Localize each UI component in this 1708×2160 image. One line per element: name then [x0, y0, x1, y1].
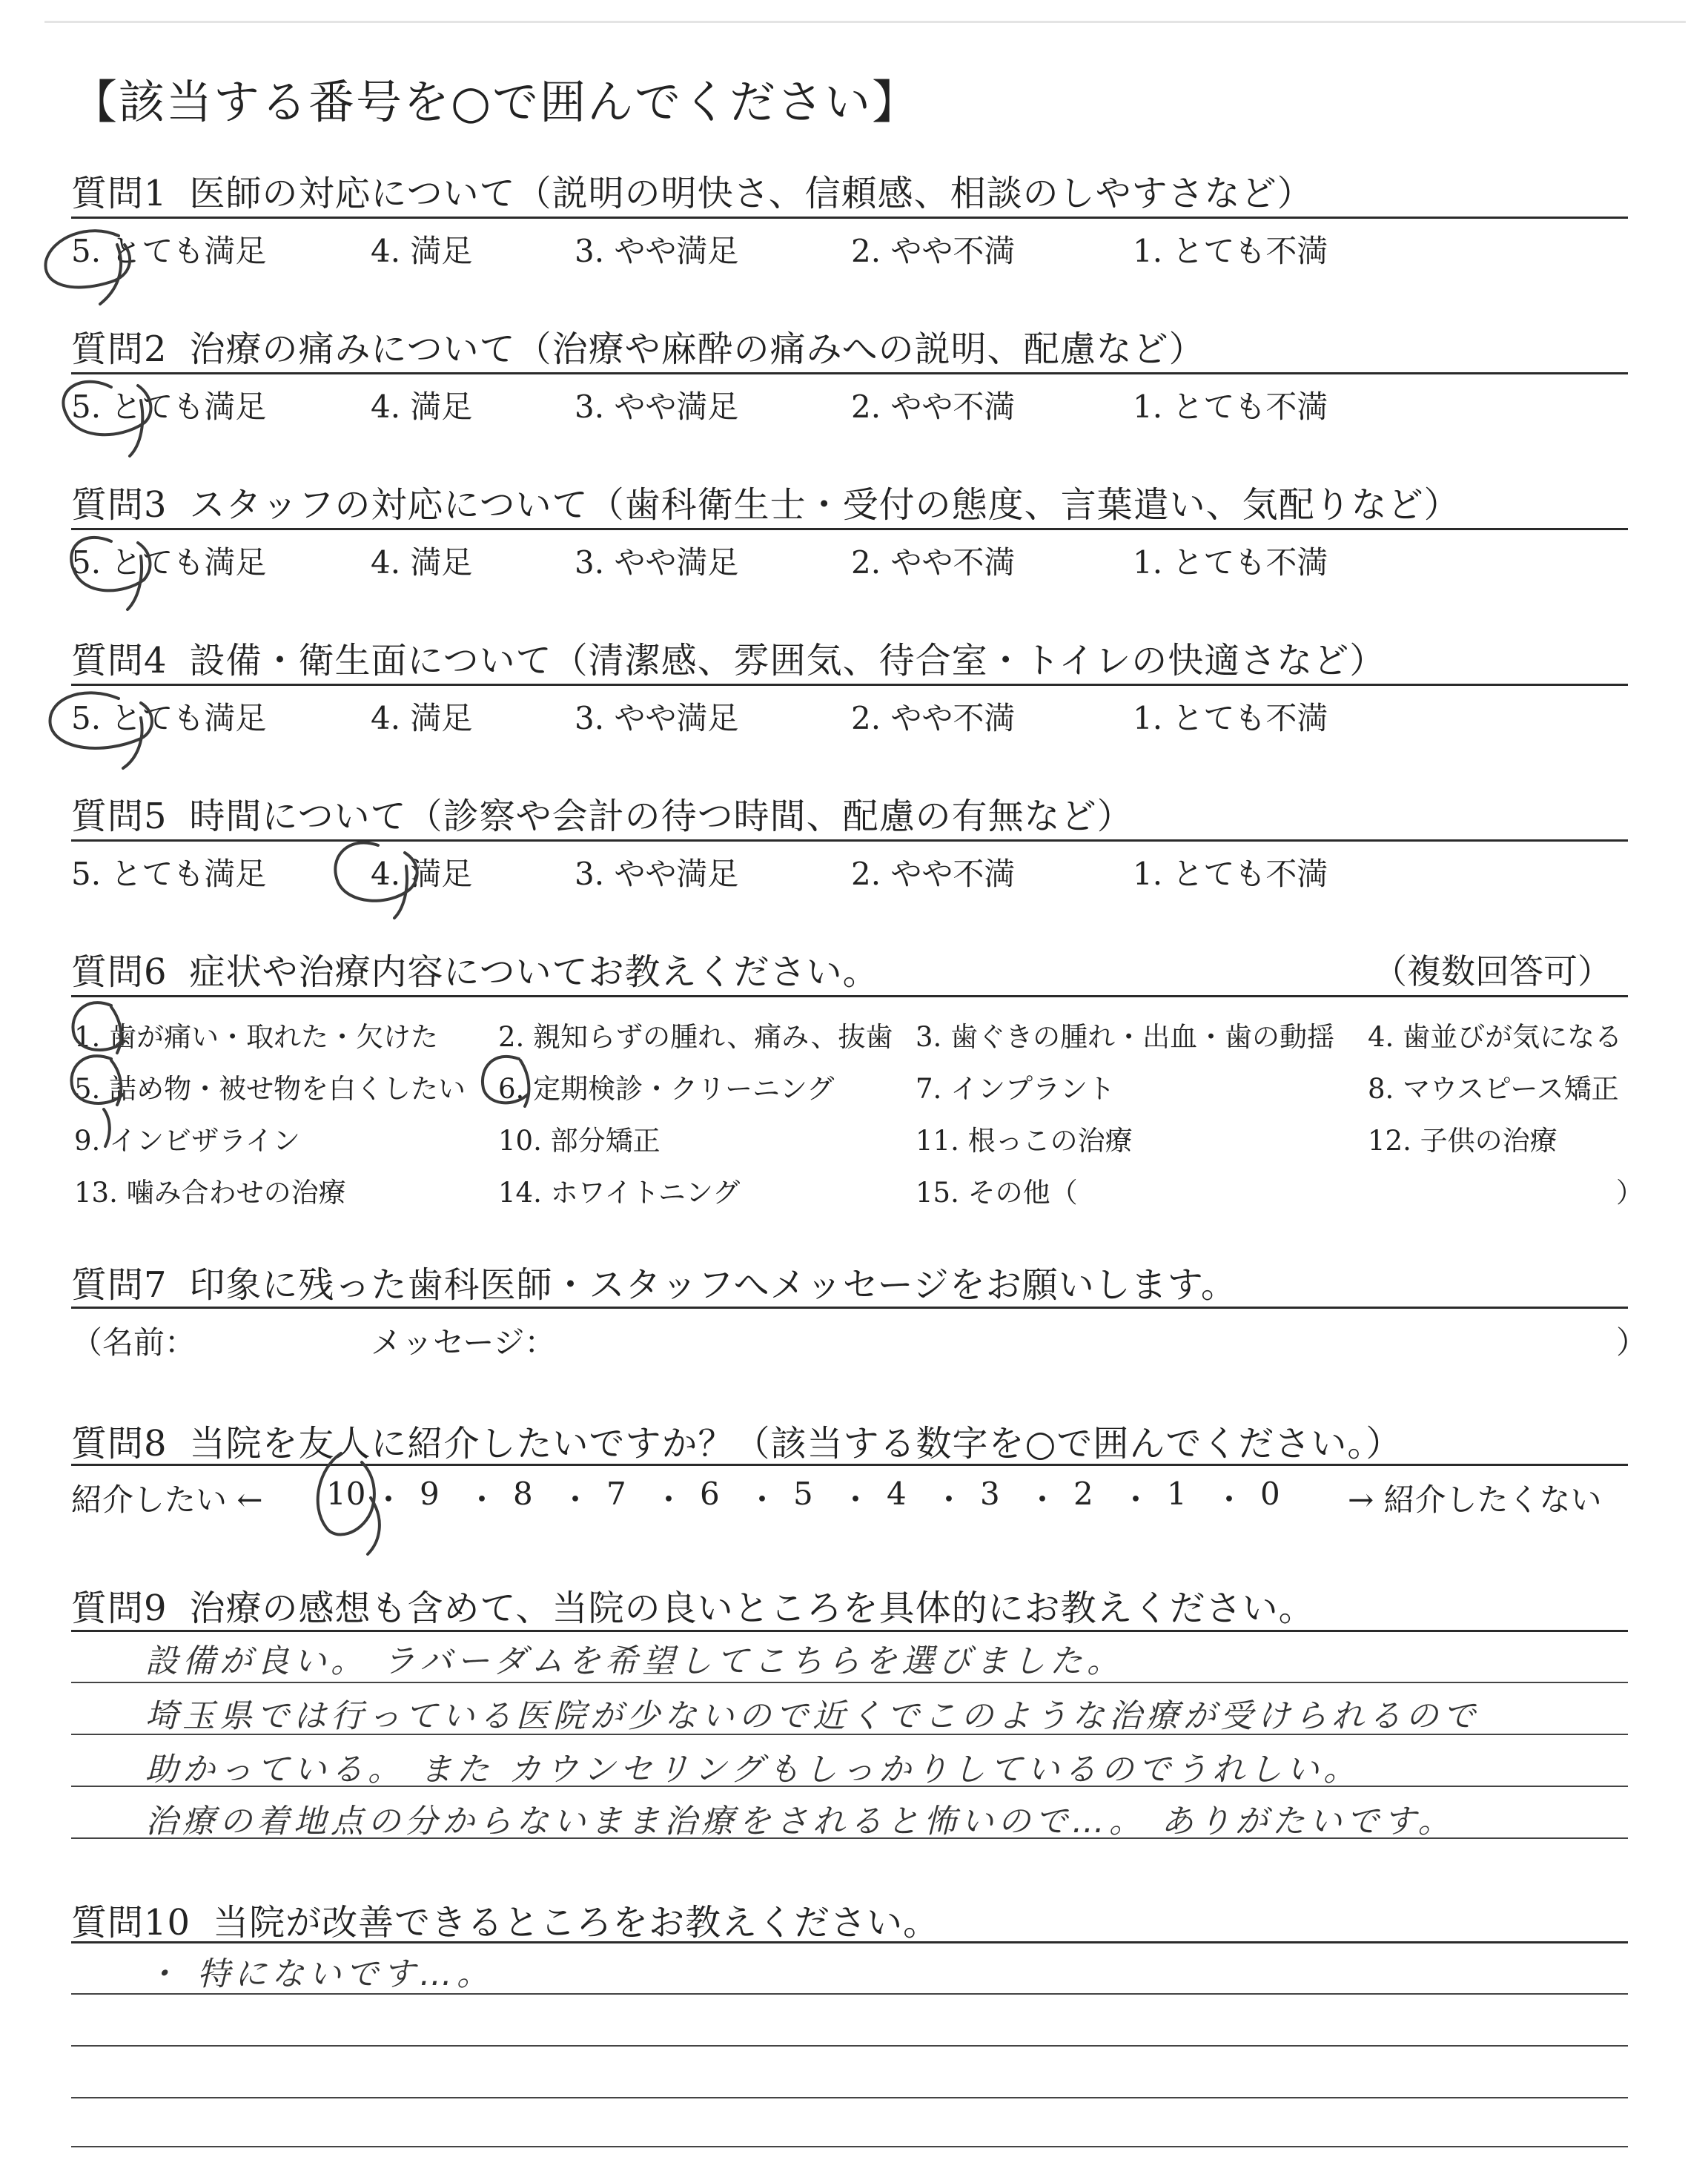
- recommend-right-label: → 紹介したくない: [1348, 1482, 1602, 1518]
- scale-value-6[interactable]: 6: [700, 1476, 720, 1512]
- scale-value-2[interactable]: 2: [1073, 1476, 1093, 1512]
- question-8: [71, 1415, 1402, 1466]
- question-7: [71, 1256, 1237, 1307]
- answer-rule: [71, 1837, 1628, 1839]
- scale-separator: ・: [653, 1482, 685, 1518]
- q1-option-5[interactable]: 5. とても満足: [71, 233, 267, 269]
- q5-option-5[interactable]: 5. とても満足: [71, 856, 267, 892]
- scale-separator: ・: [933, 1482, 965, 1518]
- q1-option-3[interactable]: 3. やや満足: [575, 233, 739, 269]
- question-text: 当院を友人に紹介したいですか？（該当する数字を○で囲んでください。）: [189, 1423, 1403, 1464]
- question-number: 質問2: [71, 328, 168, 370]
- answer-rule: [71, 1993, 1628, 1995]
- form-title: 【該当する番号を○で囲んでください】: [71, 75, 920, 129]
- question-number: 質問9: [71, 1588, 168, 1629]
- question-10: [71, 1894, 939, 1945]
- question-text: 当院が改善できるところをお教えください。: [213, 1902, 940, 1943]
- q3-option-5[interactable]: 5. とても満足: [71, 544, 267, 581]
- question-text: 設備・衛生面について（清潔感、雰囲気、待合室・トイレの快適さなど）: [189, 640, 1386, 681]
- question-5: [71, 787, 1133, 839]
- question-1: [71, 165, 1314, 216]
- q4-option-2[interactable]: 2. やや不満: [851, 700, 1016, 736]
- q2-option-5[interactable]: 5. とても満足: [71, 389, 267, 425]
- scale-separator: ・: [466, 1482, 498, 1518]
- q4-option-3[interactable]: 3. やや満足: [575, 700, 739, 736]
- message-field-label[interactable]: メッセージ：: [371, 1324, 556, 1361]
- scale-separator: ・: [1120, 1482, 1152, 1518]
- top-rule: [44, 21, 1686, 23]
- q2-option-4[interactable]: 4. 満足: [371, 389, 473, 425]
- rule: [71, 372, 1628, 374]
- q5-option-1[interactable]: 1. とても不満: [1133, 856, 1328, 892]
- q6-option-11[interactable]: 11. 根っこの治療: [916, 1125, 1133, 1157]
- scale-separator: ・: [840, 1482, 872, 1518]
- rule: [71, 1464, 1628, 1466]
- rule: [71, 1630, 1628, 1632]
- rule: [71, 684, 1628, 686]
- rule: [71, 995, 1628, 997]
- question-text: 印象に残った歯科医師・スタッフへメッセージをお願いします。: [189, 1264, 1237, 1306]
- handwritten-answer-line-3: 助かっている。 また カウンセリングもしっかりしているのでうれしい。: [145, 1751, 1361, 1789]
- question-text: スタッフの対応について（歯科衛生士・受付の態度、言葉遣い、気配りなど）: [189, 484, 1460, 526]
- question-text: 症状や治療内容についてお教えください。: [189, 951, 879, 993]
- handwritten-answer-line-1: 設備が良い。 ラバーダムを希望してこちらを選びました。: [145, 1642, 1124, 1680]
- q4-option-4[interactable]: 4. 満足: [371, 700, 473, 736]
- scale-value-3[interactable]: 3: [980, 1476, 1000, 1512]
- q1-option-4[interactable]: 4. 満足: [371, 233, 473, 269]
- question-number: 質問6: [71, 951, 168, 993]
- q6-option-3[interactable]: 3. 歯ぐきの腫れ・出血・歯の動揺: [916, 1021, 1335, 1053]
- answer-rule: [71, 2146, 1628, 2147]
- answer-rule: [71, 1682, 1628, 1683]
- q3-option-4[interactable]: 4. 満足: [371, 544, 473, 581]
- q6-option-6[interactable]: 6. 定期検診・クリーニング: [498, 1073, 835, 1105]
- question-text: 時間について（診察や会計の待つ時間、配慮の有無など）: [189, 796, 1133, 837]
- q3-option-1[interactable]: 1. とても不満: [1133, 544, 1328, 581]
- question-6: [71, 943, 879, 994]
- question-number: 質問3: [71, 484, 168, 526]
- question-number: 質問5: [71, 796, 168, 837]
- q7-close-paren: ）: [1616, 1324, 1648, 1361]
- q6-option-2[interactable]: 2. 親知らずの腫れ、痛み、抜歯: [498, 1021, 893, 1053]
- scale-value-1[interactable]: 1: [1167, 1476, 1187, 1512]
- q6-option-13[interactable]: 13. 噛み合わせの治療: [74, 1177, 346, 1209]
- q2-option-2[interactable]: 2. やや不満: [851, 389, 1016, 425]
- q5-option-4[interactable]: 4. 満足: [371, 856, 473, 892]
- question-text: 医師の対応について（説明の明快さ、信頼感、相談のしやすさなど）: [189, 173, 1314, 214]
- question-9: [71, 1579, 1315, 1631]
- question-number: 質問8: [71, 1423, 168, 1464]
- q2-option-3[interactable]: 3. やや満足: [575, 389, 739, 425]
- scale-separator: ・: [1027, 1482, 1059, 1518]
- q4-option-1[interactable]: 1. とても不満: [1133, 700, 1328, 736]
- q6-option-12[interactable]: 12. 子供の治療: [1368, 1125, 1558, 1157]
- q6-option-10[interactable]: 10. 部分矯正: [498, 1125, 661, 1157]
- q6-option-4[interactable]: 4. 歯並びが気になる: [1368, 1021, 1623, 1053]
- q3-option-3[interactable]: 3. やや満足: [575, 544, 739, 581]
- answer-rule: [71, 2097, 1628, 2098]
- scale-value-8[interactable]: 8: [513, 1476, 533, 1512]
- answer-rule: [71, 2045, 1628, 2047]
- recommend-left-label: 紹介したい ←: [71, 1482, 263, 1518]
- scale-value-5[interactable]: 5: [793, 1476, 813, 1512]
- q6-option-14[interactable]: 14. ホワイトニング: [498, 1177, 741, 1209]
- scale-separator: ・: [373, 1482, 405, 1518]
- rule: [71, 217, 1628, 219]
- q6-option-9[interactable]: 9. インビザライン: [74, 1125, 300, 1157]
- q6-option-8[interactable]: 8. マウスピース矯正: [1368, 1073, 1619, 1105]
- scale-separator: ・: [1214, 1482, 1245, 1518]
- q5-option-2[interactable]: 2. やや不満: [851, 856, 1016, 892]
- answer-rule: [71, 1786, 1628, 1787]
- scale-value-7[interactable]: 7: [606, 1476, 626, 1512]
- q1-option-2[interactable]: 2. やや不満: [851, 233, 1016, 269]
- q6-option-15[interactable]: 15. その他（: [916, 1177, 1078, 1209]
- scale-separator: ・: [747, 1482, 778, 1518]
- handwritten-answer-line-4: 治療の着地点の分からないまま治療をされると怖いので…。 ありがたいです。: [145, 1803, 1455, 1840]
- rule: [71, 528, 1628, 530]
- scale-value-4[interactable]: 4: [887, 1476, 907, 1512]
- rule: [71, 1941, 1628, 1943]
- name-field-label[interactable]: （名前：: [71, 1324, 196, 1361]
- multiple-answers-note: （複数回答可）: [1373, 951, 1612, 991]
- handwritten-improvement-answer: ・ 特にないです…。: [145, 1955, 494, 1993]
- q3-option-2[interactable]: 2. やや不満: [851, 544, 1016, 581]
- rule: [71, 839, 1628, 842]
- scale-value-9[interactable]: 9: [420, 1476, 440, 1512]
- q6-option-5[interactable]: 5. 詰め物・被せ物を白くしたい: [74, 1073, 466, 1105]
- question-3: [71, 476, 1460, 527]
- q6-option-1[interactable]: 1. 歯が痛い・取れた・欠けた: [74, 1021, 439, 1053]
- rule: [71, 1307, 1628, 1309]
- question-text: 治療の痛みについて（治療や麻酔の痛みへの説明、配慮など）: [189, 328, 1205, 370]
- question-2: [71, 320, 1205, 371]
- q2-option-1[interactable]: 1. とても不満: [1133, 389, 1328, 425]
- q5-option-3[interactable]: 3. やや満足: [575, 856, 739, 892]
- question-number: 質問4: [71, 640, 168, 681]
- scale-separator: ・: [560, 1482, 592, 1518]
- scale-value-10[interactable]: 10: [326, 1476, 366, 1512]
- q6-option-7[interactable]: 7. インプラント: [916, 1073, 1116, 1105]
- scale-value-0[interactable]: 0: [1260, 1476, 1280, 1512]
- q1-option-1[interactable]: 1. とても不満: [1133, 233, 1328, 269]
- answer-rule: [71, 1734, 1628, 1735]
- question-number: 質問7: [71, 1264, 168, 1306]
- question-4: [71, 632, 1386, 683]
- question-number: 質問1: [71, 173, 168, 214]
- question-number: 質問10: [71, 1902, 191, 1943]
- question-text: 治療の感想も含めて、当院の良いところを具体的にお教えください。: [189, 1588, 1315, 1629]
- handwritten-answer-line-2: 埼玉県では行っている医院が少ないので近くでこのような治療が受けられるので: [145, 1697, 1480, 1735]
- q6-other-close-paren: ）: [1616, 1177, 1644, 1209]
- q4-option-5[interactable]: 5. とても満足: [71, 700, 267, 736]
